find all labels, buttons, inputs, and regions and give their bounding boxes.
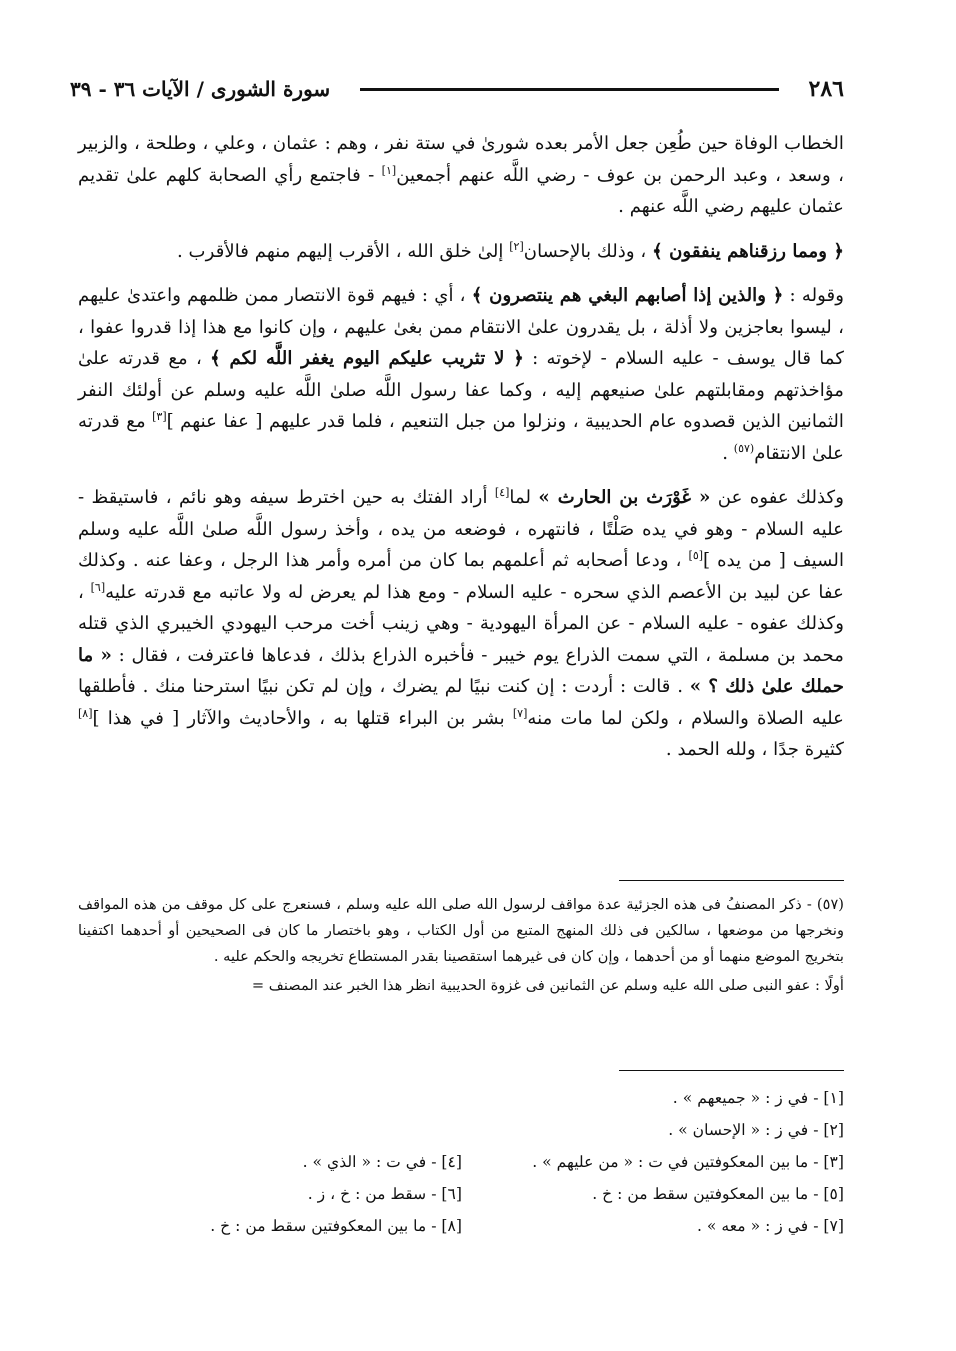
variant-note-7: [٧] - في ز : « معه » . <box>696 1217 844 1235</box>
note-ref: [٢] <box>509 239 524 253</box>
header-rule <box>360 88 778 91</box>
note-ref: [٤] <box>494 485 510 499</box>
variant-row <box>78 1210 844 1242</box>
variant-note-6: [٦] - سقط من : خ ، ز . <box>307 1185 462 1203</box>
footnote-57-continuation: أولًا : عفو النبى صلى الله عليه وسلم عن الثمانين فى غزوة الحديبية انظر هذا الخبر عند المصنف = <box>251 977 844 995</box>
variant-note-5: [٥] - ما بين المعكوفتين سقط من : خ . <box>592 1185 844 1203</box>
variant-note-1: [١] - في ز : « جميعهم » . <box>672 1089 844 1107</box>
note-ref: [٣] <box>152 409 167 423</box>
page-number: ٢٨٦ <box>808 76 844 102</box>
note-ref: [٥] <box>688 548 704 562</box>
paragraph-2: ﴿ ومما رزقناهم ينفقون ﴾ ، وذلك بالإحسان[٢] إلىٰ خلق الله ، الأقرب إليهم منهم فالأقرب . <box>176 239 844 262</box>
footnote-57: (٥٧) - ذكر المصنفُ فى هذه الجزئية عدة مواقف لرسول الله صلى الله عليه وسلم ، فسنعرج على كل موقف من هذه المواقف ونخرجها من موضعها ، سالكين فى ذلك المنهج المتبع من أول الكتاب ، وهو باختصار ما كان فى الصحيحين أو أحدهما اكتفينا بتخريج الموضع منهما أو من أحدهما ، وإن كان فى غيرهما استقصينا بقدر المستطاع تخريجه والحكم عليه . <box>78 896 844 965</box>
paragraph-1: الخطاب الوفاة حين طُعِن جعل الأمر بعده شورىٰ في ستة نفر ، وهم : عثمان ، وعلي ، وطلحة ، والزبير ، وسعد ، وعبد الرحمن بن عوف - رضي اللَّه عنهم أجمعين[١] - فاجتمع رأي الصحابة كلهم علىٰ تقديم عثمان عليهم رضي اللَّه عنهم . <box>78 133 844 217</box>
variant-note-8: [٨] - ما بين المعكوفتين سقط من : خ . <box>210 1217 462 1235</box>
footnote-rule-variants <box>619 1070 844 1071</box>
variant-note-2: [٢] - في ز : « الإحسان » . <box>668 1121 844 1139</box>
quran-quote: ﴿ لا تثريب عليكم اليوم يغفر اللَّه لكم ﴾ <box>210 348 524 369</box>
note-ref: [٧] <box>512 706 528 720</box>
variant-row <box>78 1146 844 1178</box>
name-highlight: « غَوْرَث بن الحارث » <box>538 487 711 508</box>
variant-row <box>78 1178 844 1210</box>
quran-quote: ﴿ والذين إذا أصابهم البغي هم ينتصرون ﴾ <box>471 285 784 306</box>
variant-note-4: [٤] - في ت : « الذي » . <box>302 1153 462 1171</box>
page-header <box>70 72 844 106</box>
variant-row <box>78 1114 844 1146</box>
paragraph-4: وكذلك عفوه عن « غَوْرَث بن الحارث » لما[٤] أراد الفتك به حين اخترط سيفه وهو نائم ، فاستيقظ - عليه السلام - وهو في يده صَلْتًا ، فانتهره ، فوضعه من يده ، وأخذ رسول اللَّه صلىٰ اللَّه عليه وسلم السيف [ من يده ][٥] ، ودعا أصحابه ثم أعلمهم بما كان من أمره وأمر هذا الرجل ، وعفا عنه . وكذلك عفا عن لبيد بن الأعصم الذي سحره - عليه السلام - ومع هذا لم يعرض له ولا عاتبه مع قدرته عليه[٦] ، وكذلك عفوه - عليه السلام - عن المرأة اليهودية - وهي زينب أخت مرحب اليهودي الخيبري الذي قتله محمد بن مسلمة ، التي سمت الذراع يوم خيبر - فأخبره الذراع بذلك ، فدعاها فاعترفت ، فقال : « ما حملك علىٰ ذلك ؟ » . قالت : أردت : إن كنت نبيًا لم يضرك ، وإن لم تكن نبيًا استرحنا منك . فأطلقها عليه الصلاة والسلام ، ولكن لما مات منه[٧] بشر بن البراء قتلها به ، والأحاديث والآثار [ في هذا ][٨] كثيرة جدًا ، ولله الحمد . <box>78 485 845 760</box>
note-ref: (٥٧) <box>733 441 755 455</box>
variant-footnotes <box>78 1082 844 1242</box>
variant-note-3: [٣] - ما بين المعكوفتين في ت : « من عليهم » . <box>532 1153 844 1171</box>
running-title: سورة الشورى / الآيات ٣٦ - ٣٩ <box>70 77 331 101</box>
footnote-rule-author <box>619 880 844 881</box>
note-ref: [١] <box>381 163 397 177</box>
author-footnotes <box>78 892 844 999</box>
main-text <box>78 128 844 779</box>
paragraph-3: وقوله : ﴿ والذين إذا أصابهم البغي هم ينتصرون ﴾ ، أي : فيهم قوة الانتصار ممن ظلمهم واعتدىٰ عليهم ، ليسوا بعاجزين ولا أذلة ، بل يقدرون علىٰ الانتقام ممن بغىٰ عليهم ، وإن كانوا مع هذا إذا قدروا عفوا ، كما قال يوسف - عليه السلام - لإخوته : ﴿ لا تثريب عليكم اليوم يغفر اللَّه لكم ﴾ ، مع قدرته علىٰ مؤاخذتهم ومقابلتهم علىٰ صنيعهم إليه ، وكما عفا رسول اللَّه صلىٰ اللَّه عليه وسلم عن أولئك النفر الثمانين الذين قصدوه عام الحديبية ، ونزلوا من جبل التنعيم ، فلما قدر عليهم [ عفا عنهم ][٣] مع قدرته علىٰ الانتقام$^{(٥٧)}$ . <box>78 285 844 464</box>
note-ref: [٦] <box>90 580 106 594</box>
variant-row <box>78 1082 844 1114</box>
note-ref: [٨] <box>78 706 93 720</box>
quran-quote: ﴿ ومما رزقناهم ينفقون ﴾ <box>652 240 844 262</box>
hadith-quote: « ما حملك علىٰ ذلك ؟ » <box>78 644 844 697</box>
